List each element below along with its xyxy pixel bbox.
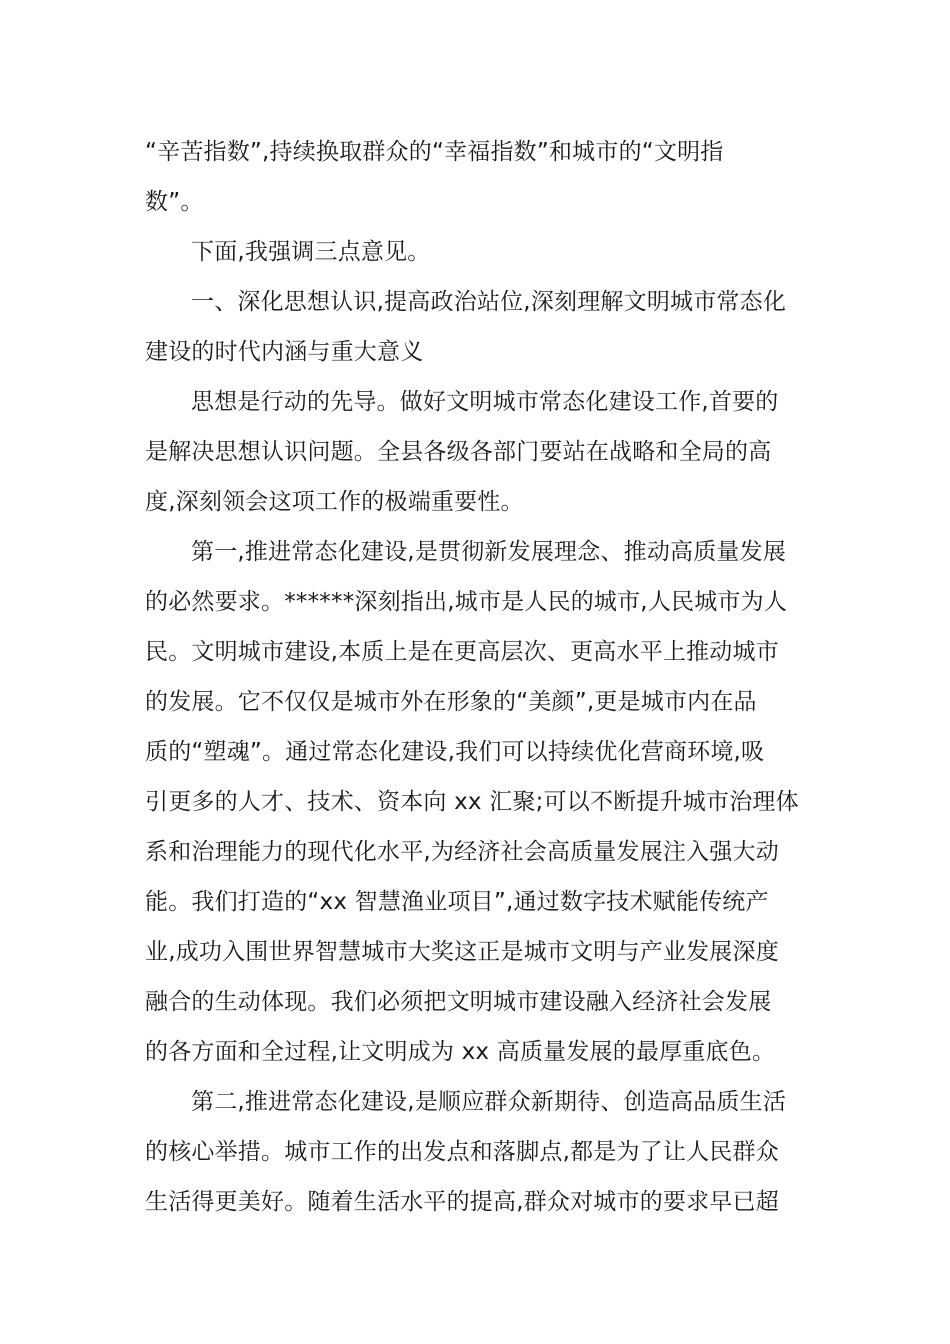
text-line: 的必然要求。******深刻指出,城市是人民的城市,人民城市为人 [145,589,788,615]
document-body [145,127,810,1227]
text-line: 的核心举措。城市工作的出发点和落脚点,都是为了让人民群众 [145,1139,779,1165]
section-heading-line: 一、深化思想认识,提高政治站位,深刻理解文明城市常态化 [191,289,787,315]
section-heading-line: 建设的时代内涵与重大意义 [145,339,424,365]
text-line: 思想是行动的先导。做好文明城市常态化建设工作,首要的 [191,389,779,415]
text-line: 能。我们打造的“xx 智慧渔业项目”,通过数字技术赋能传统产 [145,889,769,915]
text-line: 生活得更美好。随着生活水平的提高,群众对城市的要求早已超 [145,1189,779,1215]
text-line: 业,成功入围世界智慧城市大奖这正是城市文明与产业发展深度 [145,939,779,965]
text-line: 引更多的人才、技术、资本向 xx 汇聚;可以不断提升城市治理体 [145,789,799,815]
text-line: 民。文明城市建设,本质上是在更高层次、更高水平上推动城市 [145,639,779,665]
text-line: 度,深刻领会这项工作的极端重要性。 [145,489,524,515]
text-line: 是解决思想认识问题。全县各级各部门要站在战略和全局的高 [145,439,772,465]
text-line: 的各方面和全过程,让文明成为 xx 高质量发展的最厚重底色。 [145,1039,776,1065]
text-line: 第二,推进常态化建设,是顺应群众新期待、创造高品质生活 [191,1089,787,1115]
text-line: 第一,推进常态化建设,是贯彻新发展理念、推动高质量发展 [191,539,787,565]
text-line: “辛苦指数”,持续换取群众的“幸福指数”和城市的“文明指 [145,139,724,165]
text-line: 数”。 [145,189,204,215]
text-line: 质的“塑魂”。通过常态化建设,我们可以持续优化营商环境,吸 [145,739,765,765]
text-line: 下面,我强调三点意见。 [191,239,431,265]
text-line: 系和治理能力的现代化水平,为经济社会高质量发展注入强大动 [145,839,779,865]
text-line: 的发展。它不仅仅是城市外在形象的“美颜”,更是城市内在品 [145,689,757,715]
text-line: 融合的生动体现。我们必须把文明城市建设融入经济社会发展 [145,989,772,1015]
